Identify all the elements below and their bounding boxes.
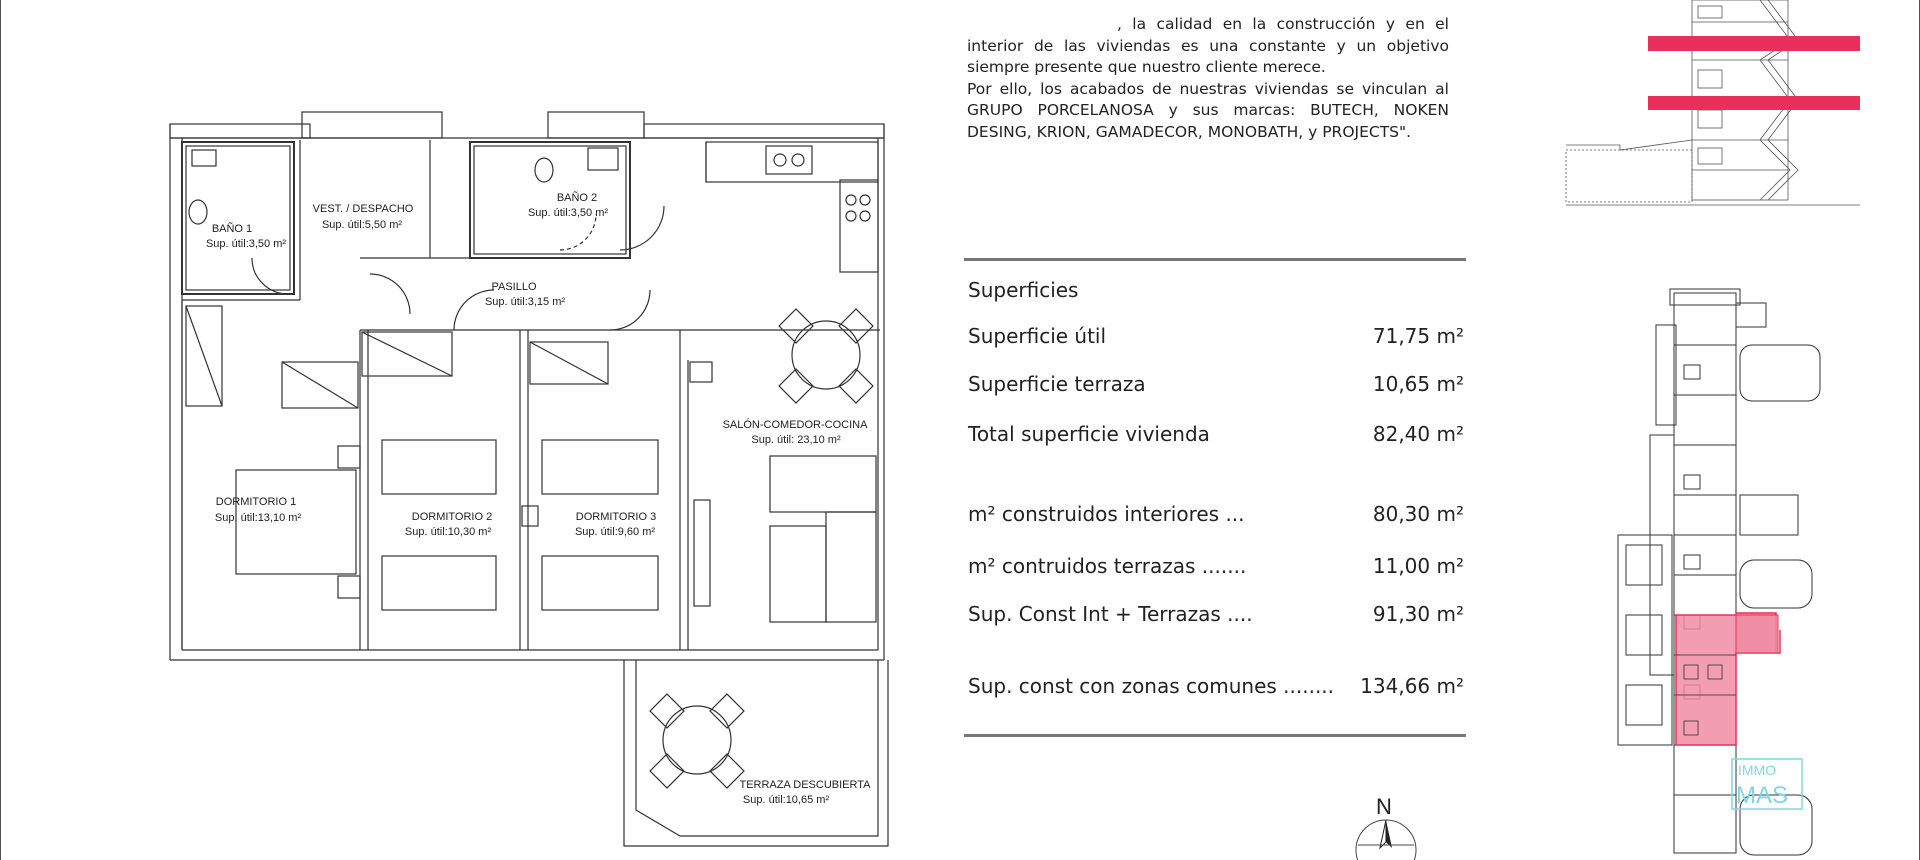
surface-value: 71,75 m² (1372, 324, 1464, 348)
surface-row (968, 674, 1464, 698)
surface-value: 91,30 m² (1372, 602, 1464, 626)
room-name-dormitorio-1: DORMITORIO 1 (215, 496, 297, 508)
surface-row (968, 502, 1464, 526)
room-name-pasillo: PASILLO (491, 281, 537, 293)
surface-label: Superficie terraza (968, 372, 1146, 396)
room-area-salon: Sup. útil: 23,10 m² (751, 434, 841, 446)
building-elevation (1560, 0, 1870, 215)
intro-paragraph-1: , la calidad en la construcción y en el interior de las viviendas es una constante y un objetivo siempre presente que nuestro cliente merece. (967, 15, 1449, 76)
surface-value: 10,65 m² (1372, 372, 1464, 396)
room-area-despacho: Sup. útil:5,50 m² (321, 219, 403, 231)
wall-window-top (302, 112, 442, 138)
surface-label: Sup. const con zonas comunes ........ (968, 674, 1335, 698)
surface-row (968, 324, 1464, 348)
sink-icon (766, 146, 812, 174)
intro-text (967, 14, 1449, 143)
floor-highlight (1648, 96, 1860, 110)
unit-highlight-terrace (1736, 615, 1778, 653)
wall-top-1 (170, 124, 310, 138)
room-name-despacho: VEST. / DESPACHO (312, 203, 414, 215)
surface-label: m² contruidos terrazas ....... (968, 554, 1247, 578)
room-area-terraza: Sup. útil:10,65 m² (742, 794, 830, 806)
room-area-dormitorio-2: Sup. útil:10,30 m² (404, 526, 492, 538)
watermark-line-1: IMMO (1738, 762, 1777, 778)
room-area-dormitorio-3: Sup. útil:9,60 m² (574, 526, 656, 538)
surface-value: 11,00 m² (1372, 554, 1464, 578)
surface-label: m² construidos interiores ... (968, 502, 1245, 526)
floor-highlight (1648, 36, 1860, 51)
room-name-dormitorio-2: DORMITORIO 2 (411, 511, 493, 523)
surface-row (968, 554, 1464, 578)
surface-row (968, 422, 1464, 446)
dining-table-icon (650, 309, 873, 788)
surface-value: 82,40 m² (1372, 422, 1464, 446)
surface-value: 80,30 m² (1372, 502, 1464, 526)
toilet-icon (189, 200, 207, 224)
building-key-plan (1590, 285, 1830, 860)
north-label: N (1376, 794, 1392, 819)
rule-top (964, 258, 1466, 261)
room-area-bano-2: Sup. útil:3,50 m² (527, 207, 609, 219)
room-area-bano-1: Sup. útil:3,50 m² (205, 238, 287, 250)
intro-paragraph-2: Por ello, los acabados de nuestras viviendas se vinculan al GRUPO PORCELANOSA y sus marcas: BUTECH, NOKEN DESING, KRION, GAMADECOR, MONOBATH, y PROJECTS". (967, 79, 1449, 141)
surface-label: Sup. Const Int + Terrazas .... (968, 602, 1253, 626)
surface-row (968, 372, 1464, 396)
room-name-salon: SALÓN-COMEDOR-COCINA (722, 419, 868, 431)
room-name-terraza: TERRAZA DESCUBIERTA (739, 779, 871, 791)
surface-label: Total superficie vivienda (968, 422, 1210, 446)
washbasin-icon (192, 150, 216, 166)
rule-bottom (964, 734, 1466, 737)
surface-row (968, 602, 1464, 626)
wall-top-4 (644, 124, 884, 138)
room-name-bano-2: BAÑO 2 (556, 192, 598, 204)
north-arrow-icon (1352, 790, 1432, 860)
surface-label: Superficie útil (968, 324, 1107, 348)
surface-value: 134,66 m² (1360, 674, 1464, 698)
floor-plan (0, 0, 900, 860)
room-area-dormitorio-1: Sup. útil:13,10 m² (214, 512, 302, 524)
room-area-pasillo: Sup. útil:3,15 m² (484, 296, 566, 308)
washbasin-icon (588, 148, 618, 170)
toilet-icon (535, 158, 553, 182)
watermark-logo (1732, 759, 1802, 809)
room-name-dormitorio-3: DORMITORIO 3 (575, 511, 657, 523)
cooktop-icon (846, 195, 870, 221)
room-name-bano-1: BAÑO 1 (211, 223, 253, 235)
watermark-line-2: MAS (1736, 782, 1789, 809)
wall-top-3 (548, 112, 644, 138)
surfaces-heading: Superficies (968, 278, 1079, 302)
